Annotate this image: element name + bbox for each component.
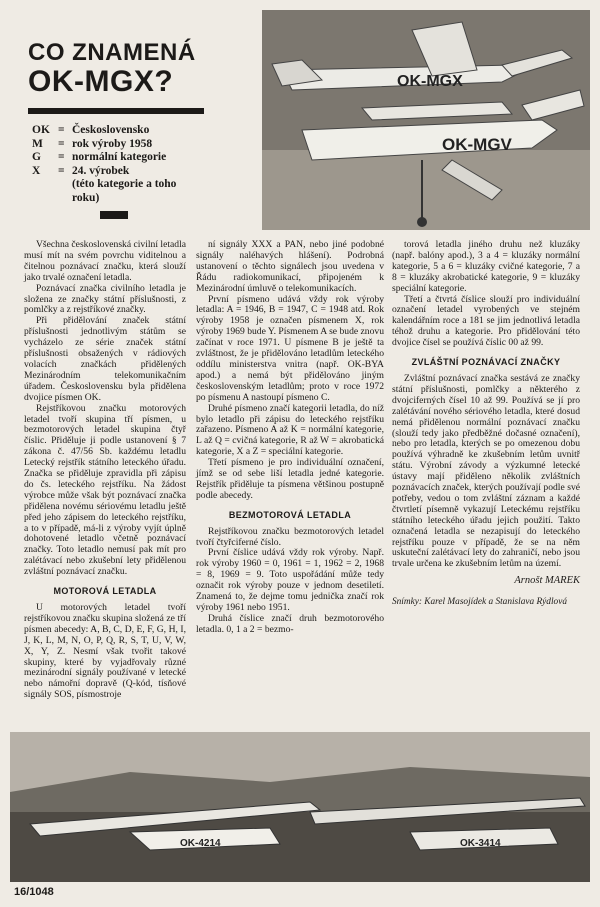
legend-key: OK bbox=[32, 124, 50, 136]
legend-row bbox=[32, 192, 242, 206]
legend-key: G bbox=[32, 151, 41, 163]
legend-eq bbox=[58, 178, 72, 192]
paragraph: Druhé písmeno značí kategorii letadla, do níž bylo letadlo při zápisu do leteckého rejstříku zařazeno. Písmeno A až K = normální kategorie, L až Q = cvičná kategorie, R až W = akrobatická kategorie, X a Z = speciální kategorie. bbox=[196, 402, 384, 458]
gliders-photo-drawing bbox=[10, 732, 590, 882]
registration-upper: OK-MGX bbox=[397, 73, 463, 90]
heading-gliders: BEZMOTOROVÁ LETADLA bbox=[228, 509, 352, 520]
article-title bbox=[28, 40, 196, 98]
text-column-1 bbox=[24, 240, 186, 701]
legend-value: 24. výrobek bbox=[72, 164, 130, 177]
paragraph: ní signály XXX a PAN, nebo jiné podobné signály naléhavých hlášení). Podrobná ustanovení o těchto signálech jsou uvedena v Řádu radiokomunikací, připojeném k Mezinárodní úmluvě o telekomunikacích. bbox=[196, 239, 384, 294]
legend-value: rok výroby 1958 bbox=[72, 137, 153, 150]
legend-row bbox=[32, 124, 242, 138]
legend-key: M bbox=[32, 137, 43, 150]
legend-divider-bar bbox=[100, 211, 128, 219]
legend-eq bbox=[58, 192, 72, 206]
paragraph: Při přidělování značek státní příslušnosti jednotlivým státům se vycházelo ze série značek státní příslušnosti obsažených v rádiových volacích značkách přidělených Mezinárodním telekomunikačním úřadem. Československu byla přidělena dvojice písmen OK. bbox=[24, 315, 186, 403]
legend-eq: = bbox=[58, 164, 65, 177]
paragraph: Třetí a čtvrtá číslice slouží pro individuální označení letadel vyrobených ve stejném kalendářním roce a 181 se jim jednotlivá letadla téhož druhu a kategorie. Pro přidělování této dvojice čísel se používá číslic 00 až 99. bbox=[392, 293, 580, 349]
paragraph: Všechna československá civilní letadla musí mít na svém povrchu viditelnou a čitelnou poznávací značku, která slouží jako trvalé označení letadla. bbox=[24, 239, 186, 283]
page-number: 16/1048 bbox=[14, 886, 54, 898]
legend-key: X bbox=[32, 164, 41, 177]
paragraph: Třetí písmeno je pro individuální označení, jímž se od sebe liší letadla jedné kategorie. Rejstřík přiděluje ta písmena většinou postupně podle abecedy. bbox=[196, 457, 384, 501]
title-line-1: CO ZNAMENÁ bbox=[28, 39, 196, 66]
legend-eq: = bbox=[58, 137, 65, 150]
legend-eq: = bbox=[58, 151, 65, 163]
paragraph: Druhá číslice značí druh bezmotorového letadla. 0, 1 a 2 = bezmo- bbox=[196, 612, 384, 635]
paragraph: torová letadla jiného druhu než kluzáky (např. balóny apod.), 3 a 4 = kluzáky normální kategorie, 5 a 6 = kluzáky cvičné kategorie, 7 a 8 = kluzáky akrobatické kategorie, 9 = kluzáky speciální kategorie. bbox=[392, 239, 580, 294]
legend-value: (této kategorie a toho bbox=[72, 178, 177, 190]
legend-value: Československo bbox=[72, 124, 150, 136]
legend-value: normální kategorie bbox=[72, 151, 167, 163]
text-column-3 bbox=[392, 240, 580, 608]
paragraph: Poznávací značka civilního letadla je složena ze značky státní příslušnosti, z pomlčky a z rejstříkové značky. bbox=[24, 282, 186, 316]
author-name: Arnošt MAREK bbox=[514, 575, 580, 587]
text-column-2 bbox=[196, 240, 384, 636]
legend-row bbox=[32, 165, 242, 179]
registration-legend bbox=[32, 124, 242, 205]
photo-gliders-on-airfield bbox=[10, 732, 590, 882]
legend-row bbox=[32, 178, 242, 192]
paragraph: První číslice udává vždy rok výroby. Např. rok výroby 1960 = 0, 1961 = 1, 1962 = 2, 1968 = 8, 1969 = 9. Toto uspořádání může tedy označit rok výroby pouze v jednom desetiletí. Znamená to, že dejme tomu jednička značí rok výroby 1961 nebo 1951. bbox=[196, 547, 384, 613]
registration-lower: OK-MGV bbox=[442, 135, 512, 154]
paragraph: První písmeno udává vždy rok výroby letadla: A = 1946, B = 1947, C = 1948 atd. Rok výroby 1958 je označen písmenem X, rok výroby 1969 bude Y. Písmenem A se bude znovu začínat v roce 1971. U písmene B je ještě ta zvláštnost, že je přidělováno letadlům leteckého oddílu ministerstva vnitra (např. OK-BYA apod.) a nemá být přidělováno jiným československým letadlům; proto v roce 1972 po písmenu A nastoupí písmeno C. bbox=[196, 293, 384, 403]
legend-row bbox=[32, 151, 242, 165]
paragraph: Rejstříkovou značku bezmotorových letadel tvoří čtyřciferné číslo. bbox=[196, 525, 384, 548]
glider-registration-front: OK-4214 bbox=[180, 838, 221, 849]
paragraph: Rejstříkovou značku motorových letadel tvoří skupina tří písmen, u bezmotorových letadel skupina čtyř číslic. Přiděluje ji podle ustanovení § 7 zákona č. 47/56 Sb. každému letadlu Letecký rejstřík státního leteckého úřadu. Značka se přiděluje zpravidla při zápisu do čs. leteckého rejstříku. Na žádost výrobce může však být poznávací značka přidělena novému sériovému letadlu ještě před jeho zápisem do leteckého rejstříku, a to v případě, má-li z výroby vyjít úplně dohotovené letadlo včetně poznávací značky. Toto letadlo nemusí pak mít pro zalétávací nebo zkušební lety přidělenou zvláštní poznávací značku. bbox=[24, 402, 186, 578]
legend-key bbox=[32, 192, 58, 206]
title-line-2: OK-MGX? bbox=[28, 65, 174, 98]
paragraph: Zvláštní poznávací značka sestává ze značky státní příslušnosti, pomlčky a některého z dvojciferných čísel 10 až 99. Používá se jí pro zalétávání nového sériového letadla, které dosud nemá přidělenou normální poznávací značku (slouží tedy jako předběžné dočasné označení), nebo pro letadla, kterých se po omezenou dobu používá výhradně ke zkušebním letům uvnitř státu. Výrobní závody a výzkumné letecké ústavy mají přiděleno několik zvláštních poznávacích značek, kterých používají podle své potřeby, vedou o tom zvláštní záznam a každé čtvrtletí písemně vykazují Leteckému rejstříku státního leteckého úřadu jejich použití. Takto označená letadla se nezapisují do leteckého rejstříku pouze v případě, že se na něm uskuteční zalétávací lety do zahraničí, nebo jsou trvale určena ke zkušebním letům na území. bbox=[392, 372, 580, 570]
legend-row bbox=[32, 138, 242, 152]
paragraph: U motorových letadel tvoří rejstříkovou značku skupina složená ze tří písmen abecedy: A, B, C, D, E, F, G, H, I, J, K, L, M, N, O, P, Q, R, S, T, U, V, W, X, Y, Z. Nesmí však tvořit takové skupiny, které by vyjadřovaly různé mezinárodní signály používané v letecké nebo námořní dopravě (Q-kód, tísňové signály SOS, písmostroje bbox=[24, 602, 186, 701]
heading-special-marks: ZVLÁŠTNÍ POZNÁVACÍ ZNAČKY bbox=[411, 357, 561, 368]
glider-registration-rear: OK-3414 bbox=[460, 838, 501, 849]
title-underline-bar bbox=[28, 108, 204, 114]
legend-value: roku) bbox=[72, 191, 100, 204]
heading-motor-aircraft: MOTOROVÁ LETADLA bbox=[53, 586, 157, 597]
photo-aircraft-in-flight bbox=[262, 10, 590, 230]
legend-key bbox=[32, 178, 58, 192]
aircraft-photo-drawing bbox=[262, 10, 590, 230]
legend-eq: = bbox=[58, 124, 65, 136]
photo-credits: Snímky: Karel Masojídek a Stanislava Rýdlová bbox=[392, 597, 567, 608]
